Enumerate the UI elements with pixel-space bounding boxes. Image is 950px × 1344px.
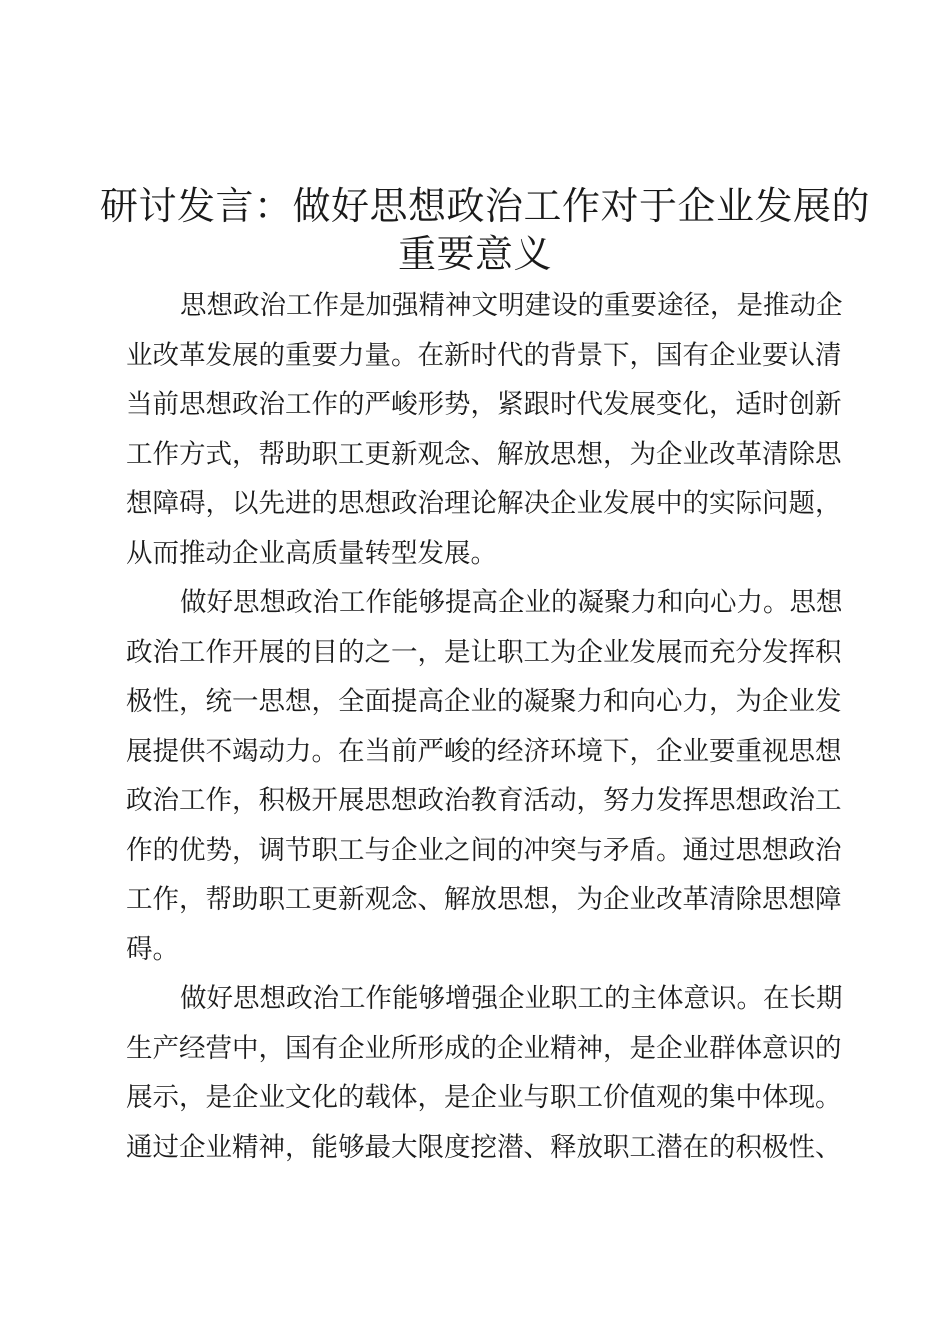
text-line: 从而推动企业高质量转型发展。 [126, 537, 497, 569]
paragraph-3 [126, 974, 843, 1172]
text-line: 展示，是企业文化的载体，是企业与职工价值观的集中体现。 [126, 1082, 842, 1113]
text-line: 生产经营中，国有企业所形成的企业精神，是企业群体意识的 [126, 1032, 842, 1064]
text-line: 通过企业精神，能够最大限度挖潜、释放职工潜在的积极性、 [126, 1131, 842, 1163]
text-line: 极性，统一思想，全面提高企业的凝聚力和向心力，为企业发 [126, 686, 842, 717]
text-line: 作的优势，调节职工与企业之间的冲突与矛盾。通过思想政治 [126, 834, 842, 866]
text-line: 工作，帮助职工更新观念、解放思想，为企业改革清除思想障 [126, 884, 842, 915]
text-line: 想障碍，以先进的思想政治理论解决企业发展中的实际问题， [126, 488, 842, 519]
paragraph-1 [126, 281, 843, 578]
document-title-line-1: 研讨发言：做好思想政治工作对于企业发展的 [100, 184, 871, 228]
text-line: 政治工作，积极开展思想政治教育活动，努力发挥思想政治工 [126, 785, 842, 816]
paragraph-2 [126, 578, 843, 974]
text-line: 做好思想政治工作能够提高企业的凝聚力和向心力。思想 [180, 587, 843, 618]
text-line: 做好思想政治工作能够增强企业职工的主体意识。在长期 [180, 983, 843, 1014]
text-line: 政治工作开展的目的之一，是让职工为企业发展而充分发挥积 [126, 636, 842, 668]
text-line: 工作方式，帮助职工更新观念、解放思想，为企业改革清除思 [126, 438, 842, 470]
text-line: 展提供不竭动力。在当前严峻的经济环境下，企业要重视思想 [126, 735, 842, 767]
document-body [126, 281, 843, 1172]
text-line: 业改革发展的重要力量。在新时代的背景下，国有企业要认清 [126, 339, 842, 371]
text-line: 碍。 [126, 933, 179, 965]
text-line: 思想政治工作是加强精神文明建设的重要途径，是推动企 [180, 290, 843, 321]
text-line: 当前思想政治工作的严峻形势，紧跟时代发展变化，适时创新 [126, 389, 842, 420]
document-title-line-2: 重要意义 [397, 232, 552, 276]
